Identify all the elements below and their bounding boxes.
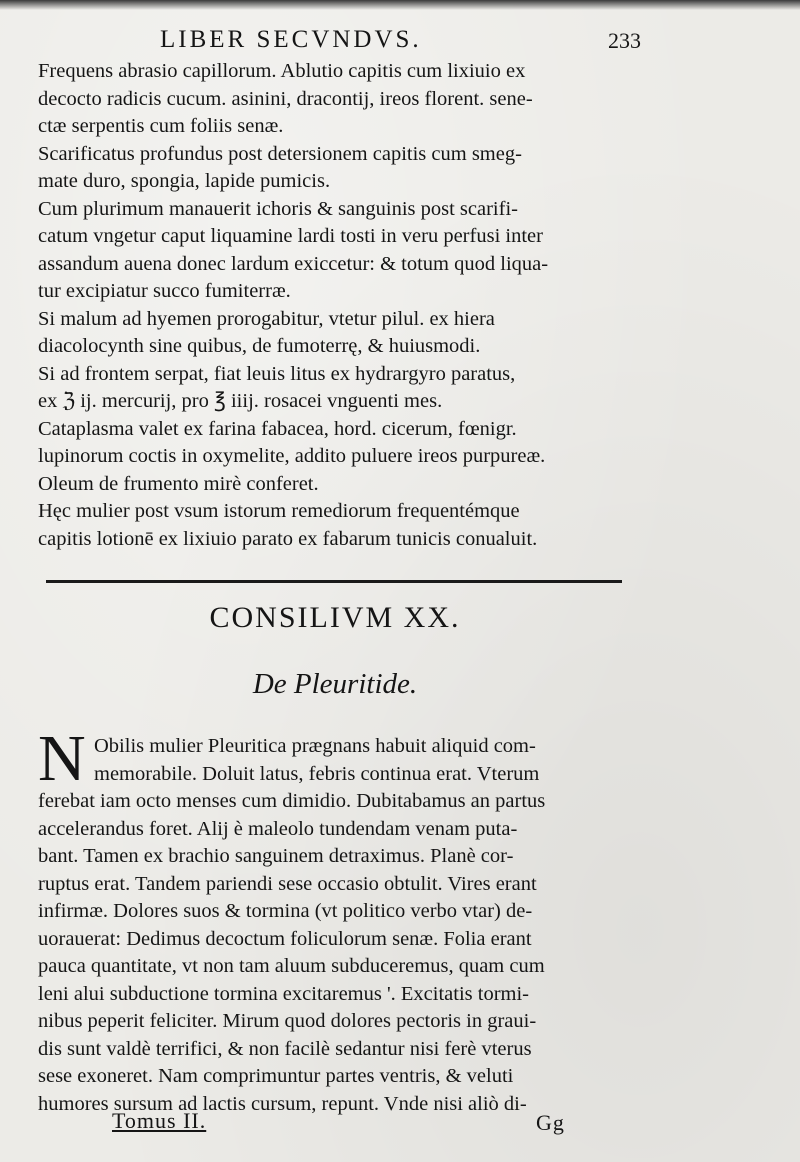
page-footer bbox=[0, 1108, 800, 1142]
text-line: sese exoneret. Nam comprimuntur partes ventris, & veluti bbox=[38, 1065, 514, 1087]
text-line: Hęc mulier post vsum istorum remediorum frequentémque bbox=[38, 500, 520, 522]
text-line: decocto radicis cucum. asinini, dracontij, ireos florent. sene- bbox=[38, 87, 533, 110]
text-line: uorauerat: Dedimus decoctum foliculorum senæ. Folia erant bbox=[38, 927, 532, 950]
page-number: 233 bbox=[608, 28, 641, 53]
drop-cap-letter: N bbox=[38, 722, 86, 795]
text-line: Cataplasma valet ex farina fabacea, hord. cicerum, fœnigr. bbox=[38, 417, 517, 440]
gathering-signature: Gg bbox=[536, 1110, 565, 1135]
text-line: leni alui subductione tormina excitaremus '. Excitatis tormi- bbox=[38, 982, 530, 1005]
text-line: ferebat iam octo menses cum dimidio. Dubitabamus an partus bbox=[38, 790, 546, 812]
text-line: Frequens abrasio capillorum. Ablutio capitis cum lixiuio ex bbox=[38, 60, 526, 82]
section-title: CONSILIVM XX. bbox=[209, 601, 461, 634]
text-line: Si malum ad hyemen prorogabitur, vtetur pilul. ex hiera bbox=[38, 307, 495, 330]
section-two-text bbox=[38, 733, 656, 1118]
section-one-text bbox=[38, 58, 656, 553]
text-line: Oleum de frumento mirè conferet. bbox=[38, 472, 319, 495]
page-header bbox=[0, 26, 800, 60]
section-divider-rule bbox=[46, 580, 622, 583]
text-line: assandum auena donec lardum exiccetur: & totum quod liqua- bbox=[38, 252, 549, 275]
text-line: capitis lotionē ex lixiuio parato ex fabarum tunicis conualuit. bbox=[38, 527, 538, 550]
text-line: tur excipiatur succo fumiterræ. bbox=[38, 280, 291, 302]
text-line: pauca quantitate, vt non tam aluum subduceremus, quam cum bbox=[38, 955, 545, 977]
text-line: ctæ serpentis cum foliis senæ. bbox=[38, 115, 284, 137]
text-line: dis sunt valdè terrifici, & non facilè sedantur nisi ferè vterus bbox=[38, 1037, 532, 1060]
text-line: infirmæ. Dolores suos & tormina (vt politico verbo vtar) de- bbox=[38, 900, 533, 922]
text-line: mate duro, spongia, lapide pumicis. bbox=[38, 170, 331, 192]
section-subtitle: De Pleuritide. bbox=[252, 668, 418, 700]
running-head: LIBER SECVNDVS. bbox=[160, 26, 422, 53]
text-line: Si ad frontem serpat, fiat leuis litus ex hydrargyro paratus, bbox=[38, 362, 516, 385]
text-line: humores sursum ad lactis cursum, repunt. Vnde nisi aliò di- bbox=[38, 1092, 527, 1115]
text-line: ex ℨ ij. mercurij, pro ℥ iiij. rosacei vnguenti mes. bbox=[38, 390, 443, 412]
volume-signature: Tomus II. bbox=[112, 1108, 207, 1133]
text-line: memorabile. Doluit latus, febris continua erat. Vterum bbox=[94, 762, 540, 785]
text-line: accelerandus foret. Alij è maleolo tundendam venam puta- bbox=[38, 817, 518, 840]
text-line: Cum plurimum manauerit ichoris & sanguinis post scarifi- bbox=[38, 197, 518, 220]
text-line: diacolocynth sine quibus, de fumoterrę, & huiusmodi. bbox=[38, 335, 481, 357]
text-line: nibus peperit feliciter. Mirum quod dolores pectoris in graui- bbox=[38, 1010, 537, 1032]
text-line: Obilis mulier Pleuritica prægnans habuit aliquid com- bbox=[94, 735, 536, 757]
text-line: catum vngetur caput liquamine lardi tosti in veru perfusi inter bbox=[38, 225, 543, 247]
text-line: bant. Tamen ex brachio sanguinem detraximus. Planè cor- bbox=[38, 845, 514, 867]
text-line: lupinorum coctis in oxymelite, addito puluere ireos purpureæ. bbox=[38, 445, 546, 467]
page-top-edge-shadow bbox=[0, 0, 800, 10]
text-line: ruptus erat. Tandem pariendi sese occasio obtulit. Vires erant bbox=[38, 872, 537, 895]
text-line: Scarificatus profundus post detersionem capitis cum smeg- bbox=[38, 142, 522, 165]
